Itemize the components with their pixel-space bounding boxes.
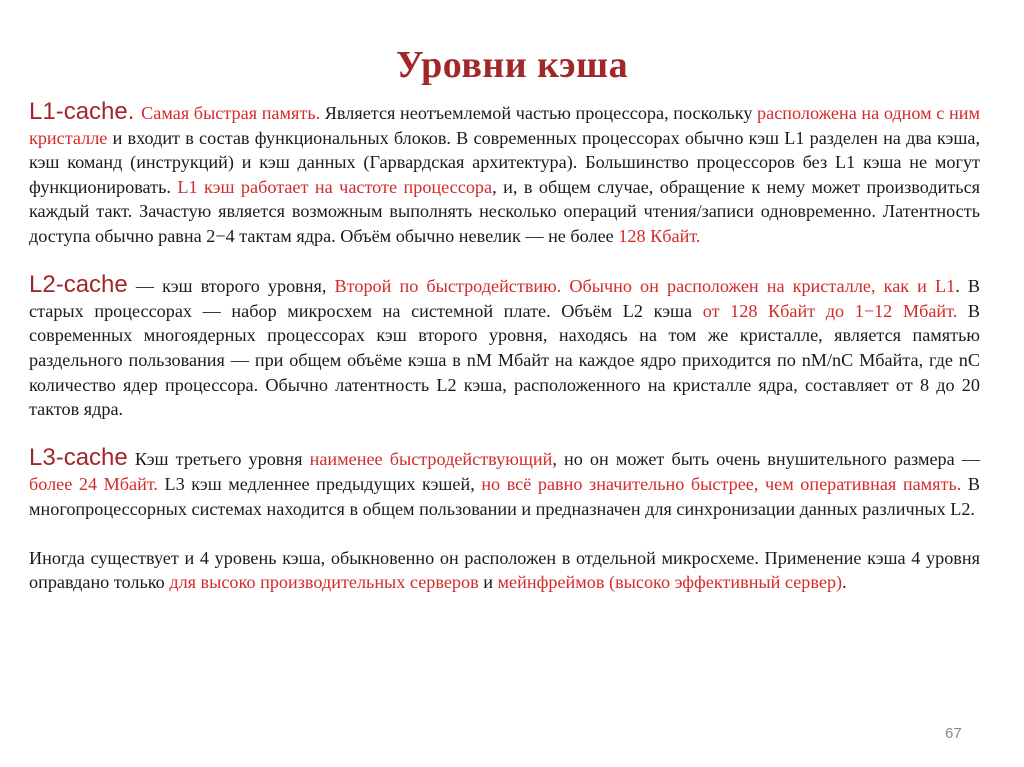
paragraph-l2-cache [29,273,980,422]
term-l1-cache: L1-cache. [29,98,142,125]
paragraph-l3-cache [29,446,980,521]
body-text: В современных многоядерных процессорах кэш второго уровня, находясь на том же кристалле, является памятью раздельного пользования — при общем объёме кэша в nM Мбайт на каждое ядро приходится по nM/nC Мбайта, где nC количество ядер процессора. Обычно латентность L2 кэша, расположенного на кристалле ядра, составляет от 8 до 20 тактов ядра. [29,300,980,420]
term-l2-cache: L2-cache [29,271,128,299]
body-text: и [478,572,498,593]
body-text: . [842,572,847,593]
highlight-text: расположена на одном с ним кристалле [29,103,980,148]
body-text: Является неотъемлемой частью процессора, поскольку [320,103,758,123]
body-text: В многопроцессорных системах находится в общем пользовании и предназначен для синхронизации данных различных L2. [29,473,980,519]
paragraph-l4-cache [29,546,980,595]
body-text: . В старых процессорах — набор микросхем на системной плате. Объём L2 кэша [29,276,980,321]
slide-content [29,100,980,595]
highlight-text: Обычно он расположен на кристалле, как и L1 [569,276,956,297]
highlight-text: мейнфреймов (высоко эффективный сервер) [497,572,843,593]
highlight-text: но всё равно значительно быстрее, чем оперативная память. [481,473,962,494]
highlight-text: наименее быстродействующий [309,449,553,470]
body-text: Иногда существует и 4 уровень кэша, обыкновенно он расположен в отдельной микросхеме. Применение кэша 4 уровня оправдано только [29,547,980,593]
page-number: 67 [945,725,962,742]
body-text: — кэш второго уровня, [127,276,335,297]
highlight-text: для высоко производительных серверов [169,572,479,593]
highlight-text: Второй по быстродействию. [334,276,562,297]
highlight-text: Самая быстрая память. [141,103,321,123]
highlight-text: от 128 Кбайт до 1−12 Мбайт. [702,300,958,321]
paragraph-l1-cache [29,100,980,249]
body-text: , но он может быть очень внушительного размера — [552,449,980,470]
term-l3-cache: L3-cache [29,444,128,472]
highlight-text: более 24 Мбайт. [29,473,158,494]
slide-title: Уровни кэша [395,44,629,86]
body-text: Кэш третьего уровня [127,449,310,470]
highlight-text: L1 кэш работает на частоте процессора [177,176,493,197]
highlight-text: 128 Кбайт. [618,225,701,246]
body-text: L3 кэш медленнее предыдущих кэшей, [157,473,482,494]
body-text: , и, в общем случае, обращение к нему может производиться каждый такт. Зачастую является возможным выполнять несколько операций чтения/записи одновременно. Латентность доступа обычно равна 2−4 тактам ядра. Объём обычно невелик — не более [29,176,981,246]
body-text: и входит в состав функциональных блоков. В современных процессорах обычно кэш L1 разделен на два кэша, кэш команд (инструкций) и кэш данных (Гарвардская архитектура). Большинство процессоров без L1 кэша не могут функционировать. [29,127,980,197]
